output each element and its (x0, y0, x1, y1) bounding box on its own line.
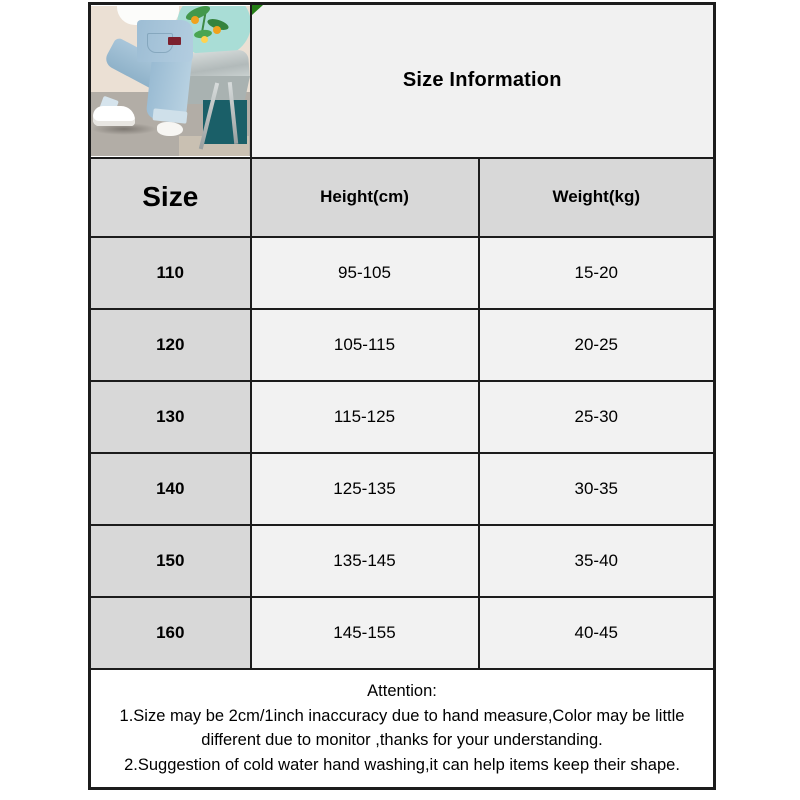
photo-sneaker-shape (93, 106, 135, 126)
weight-value-cell: 25-30 (479, 381, 715, 453)
height-value-cell: 135-145 (251, 525, 479, 597)
table-row (90, 597, 715, 669)
weight-value-cell: 20-25 (479, 309, 715, 381)
product-photo-cell (90, 4, 251, 158)
attention-note: 1.Size may be 2cm/1inch inaccuracy due to hand measure,Color may be little different due to monitor ,thanks for your understanding. (119, 706, 685, 750)
height-column-header: Height(cm) (251, 158, 479, 237)
photo-title-row (90, 4, 715, 158)
photo-red-label-shape (168, 37, 181, 45)
table-row (90, 381, 715, 453)
size-value-cell: 160 (90, 597, 251, 669)
height-value-cell: 115-125 (251, 381, 479, 453)
photo-fruit-shape (213, 26, 221, 34)
height-value-cell: 145-155 (251, 597, 479, 669)
size-column-header: Size (90, 158, 251, 237)
attention-cell (90, 669, 715, 789)
weight-value-cell: 30-35 (479, 453, 715, 525)
size-value-cell: 130 (90, 381, 251, 453)
photo-shoe-toe-shape (157, 122, 183, 136)
attention-row (90, 669, 715, 789)
table-row (90, 309, 715, 381)
table-row (90, 453, 715, 525)
leaf-corner-icon (252, 5, 263, 15)
photo-fruit-shape (201, 36, 208, 43)
size-value-cell: 110 (90, 237, 251, 309)
size-value-cell: 120 (90, 309, 251, 381)
attention-note: 2.Suggestion of cold water hand washing,it can help items keep their shape. (124, 755, 680, 774)
height-value-cell: 105-115 (251, 309, 479, 381)
weight-value-cell: 35-40 (479, 525, 715, 597)
weight-value-cell: 15-20 (479, 237, 715, 309)
title-cell (251, 4, 715, 158)
size-value-cell: 150 (90, 525, 251, 597)
product-photo (91, 6, 250, 156)
size-table (88, 2, 716, 790)
photo-fruit-shape (191, 16, 199, 24)
table-header-row (90, 158, 715, 237)
height-value-cell: 95-105 (251, 237, 479, 309)
attention-title: Attention: (367, 682, 437, 701)
table-row (90, 237, 715, 309)
weight-value-cell: 40-45 (479, 597, 715, 669)
height-value-cell: 125-135 (251, 453, 479, 525)
size-value-cell: 140 (90, 453, 251, 525)
table-row (90, 525, 715, 597)
weight-column-header: Weight(kg) (479, 158, 715, 237)
page-title: Size Information (402, 69, 562, 92)
